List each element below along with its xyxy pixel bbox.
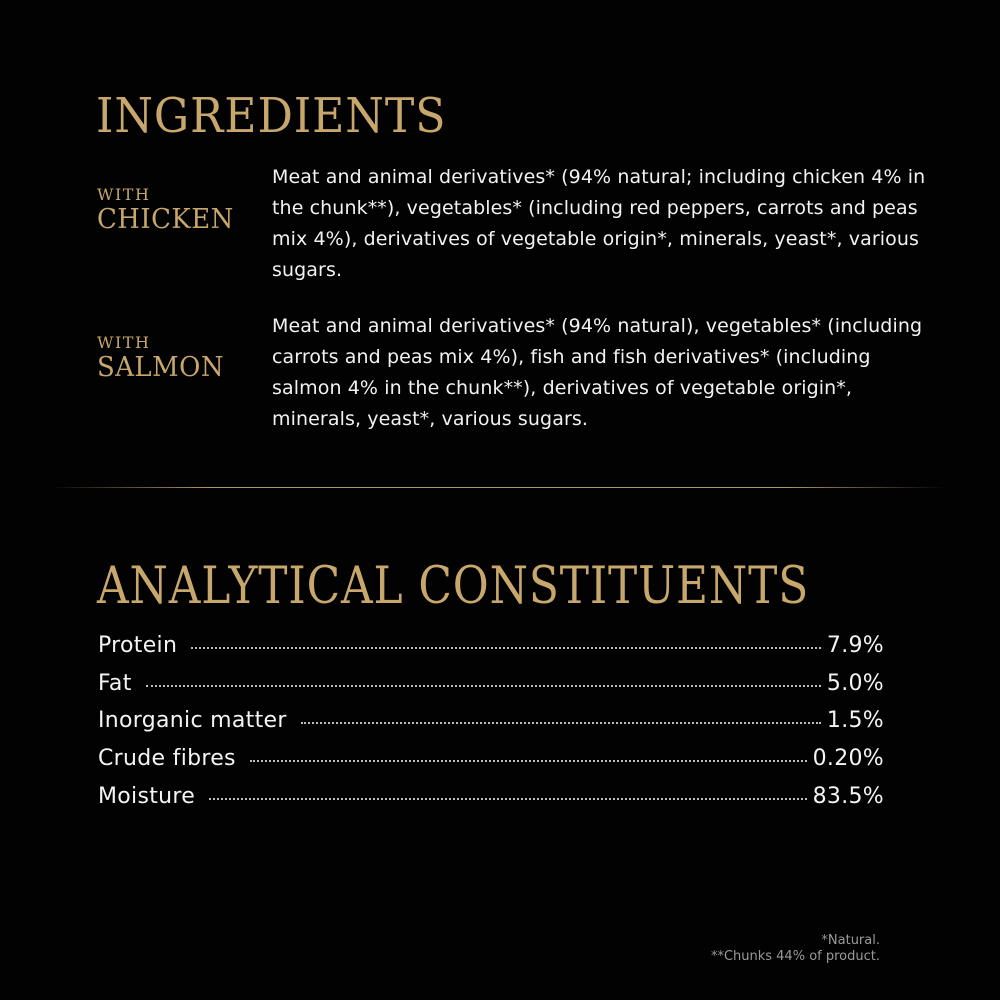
dot-leader [209,797,807,800]
chicken-ingredients-text: Meat and animal derivatives* (94% natural; including chicken 4% in the chunk**), vegetables* (including red peppers, carrots and peas mix 4%), derivatives of vegetable origin*, minerals, yeast*, various sugars. [272,166,926,281]
constituent-label: Moisture [98,783,196,809]
variant-with-label: WITH [97,333,151,352]
dot-leader [301,721,821,724]
footnotes [711,933,880,965]
dot-leader [250,759,807,762]
constituent-label: Crude fibres [98,746,236,772]
dot-leader [146,684,821,687]
constituent-row-protein [98,633,884,671]
constituent-label: Inorganic matter [98,708,287,734]
section-divider [50,487,945,488]
variant-with-label: WITH [97,185,151,204]
chicken-variant-label [97,186,240,236]
footnote-natural: *Natural. [821,933,880,948]
constituents-title: ANALYTICAL CONSTITUENTS [97,557,810,616]
constituent-value: 7.9% [826,633,884,658]
footnote-chunks: **Chunks 44% of product. [710,949,880,964]
ingredients-title: INGREDIENTS [96,88,447,144]
salmon-variant-label [97,334,229,384]
constituent-row-moisture [98,784,884,822]
variant-name-chicken: CHICKEN [97,204,234,235]
salmon-ingredients-text: Meat and animal derivatives* (94% natural), vegetables* (including carrots and peas mix 4%), fish and fish derivatives* (including salmon 4% in the chunk**), derivatives of vegetable origin*, minerals, yeast*, various sugars. [272,315,923,430]
variant-name-salmon: SALMON [97,352,225,383]
constituent-label: Protein [98,633,178,658]
constituents-list [98,633,884,821]
constituent-label: Fat [98,670,132,696]
constituent-row-inorganic-matter [98,708,884,746]
constituent-value: 83.5% [812,783,884,809]
constituent-value: 5.0% [826,670,884,696]
constituent-row-crude-fibres [98,746,884,784]
constituent-row-fat [98,671,884,709]
dot-leader [191,646,821,649]
constituent-value: 0.20% [812,746,884,772]
constituent-value: 1.5% [826,708,884,734]
